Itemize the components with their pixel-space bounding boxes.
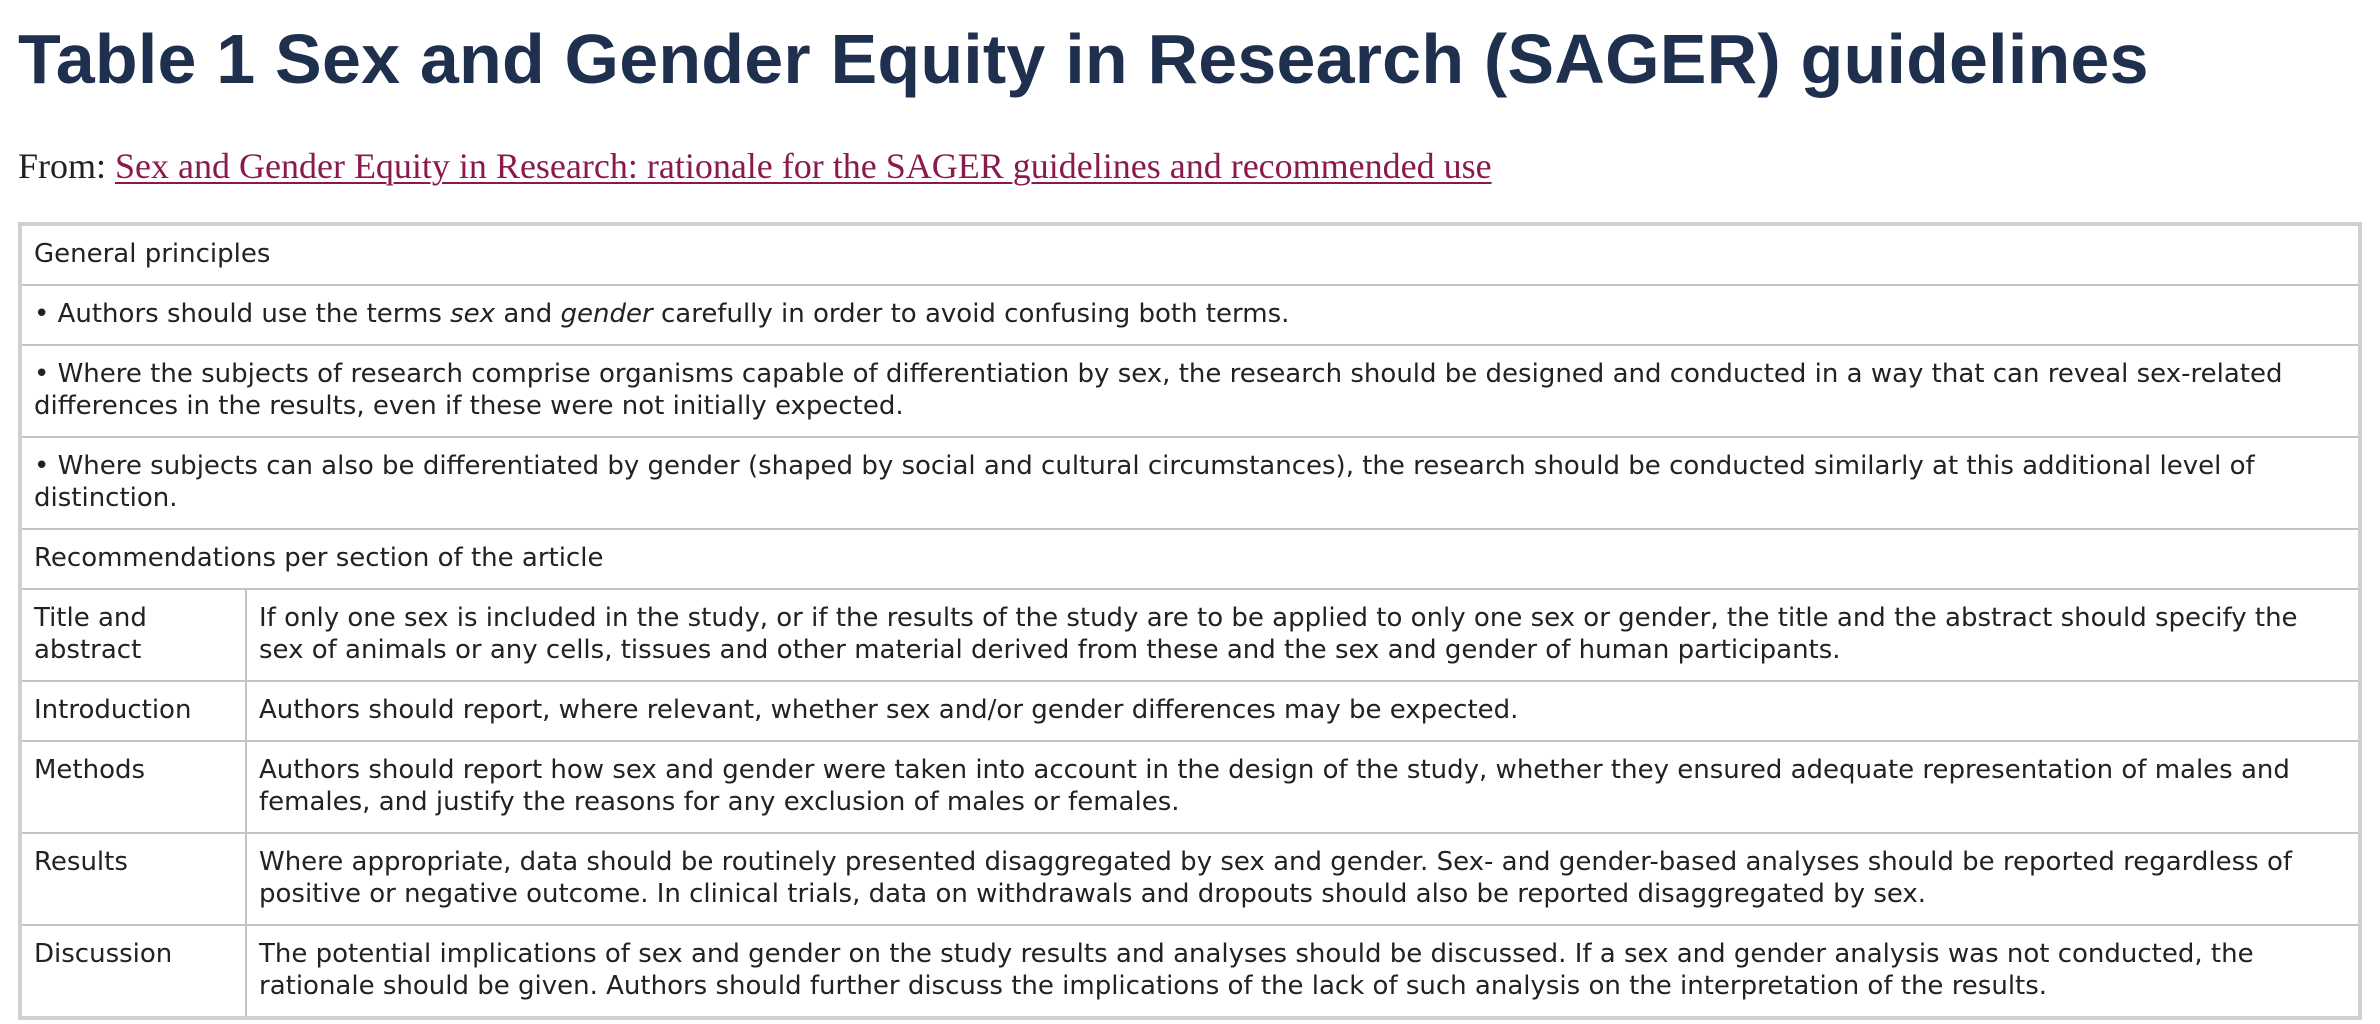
principle-cell: • Where subjects can also be differentiated by gender (shaped by social and cultural circumstances), the research should be conducted similarly at this additional level of distinction. <box>22 437 2358 529</box>
principle-text: • Authors should use the terms <box>34 299 451 329</box>
principle-cell: • Where the subjects of research comprise organisms capable of differentiation by sex, the research should be designed and conducted in a way that can reveal sex-related differences in the results, even if these were not initially expected. <box>22 345 2358 437</box>
principle-cell <box>22 285 2358 345</box>
section-text-cell: If only one sex is included in the study, or if the results of the study are to be applied to only one sex or gender, the title and the abstract should specify the sex of animals or any cells, tissues and other material derived from these and the sex and gender of human participants. <box>246 589 2358 681</box>
section-name-cell: Introduction <box>22 681 246 741</box>
source-article-link[interactable]: Sex and Gender Equity in Research: rationale for the SAGER guidelines and recommended use <box>115 146 1492 186</box>
section-text-cell: The potential implications of sex and gender on the study results and analyses should be discussed. If a sex and gender analysis was not conducted, the rationale should be given. Authors should further discuss the implications of the lack of such analysis on the interpretation of the results. <box>246 925 2358 1016</box>
sager-table-container <box>18 222 2362 1020</box>
table-row <box>22 925 2358 1016</box>
table-row <box>22 681 2358 741</box>
section-name-cell: Title and abstract <box>22 589 246 681</box>
from-line <box>18 144 2362 188</box>
table-row <box>22 529 2358 589</box>
table-row <box>22 345 2358 437</box>
principle-text: carefully in order to avoid confusing both terms. <box>652 299 1290 329</box>
table-row <box>22 226 2358 285</box>
table-row <box>22 741 2358 833</box>
section-text-cell: Authors should report how sex and gender were taken into account in the design of the study, whether they ensured adequate representation of males and females, and justify the reasons for any exclusion of males or females. <box>246 741 2358 833</box>
from-label: From: <box>18 146 107 186</box>
section-text-cell: Where appropriate, data should be routinely presented disaggregated by sex and gender. Sex- and gender-based analyses should be reported regardless of positive or negative outcome. In clinical trials, data on withdrawals and dropouts should also be reported disaggregated by sex. <box>246 833 2358 925</box>
term-gender: gender <box>560 299 653 329</box>
section-name-cell: Results <box>22 833 246 925</box>
sager-guidelines-table <box>22 226 2358 1016</box>
term-sex: sex <box>450 299 496 329</box>
principle-text: and <box>495 299 561 329</box>
table-row <box>22 437 2358 529</box>
section-text-cell: Authors should report, where relevant, whether sex and/or gender differences may be expected. <box>246 681 2358 741</box>
table-row <box>22 285 2358 345</box>
page <box>18 0 2362 1001</box>
table-row <box>22 589 2358 681</box>
page-title: Table 1 Sex and Gender Equity in Research (SAGER) guidelines <box>18 20 2149 98</box>
general-principles-header: General principles <box>22 226 2358 285</box>
recommendations-header: Recommendations per section of the article <box>22 529 2358 589</box>
section-name-cell: Methods <box>22 741 246 833</box>
section-name-cell: Discussion <box>22 925 246 1016</box>
table-row <box>22 833 2358 925</box>
